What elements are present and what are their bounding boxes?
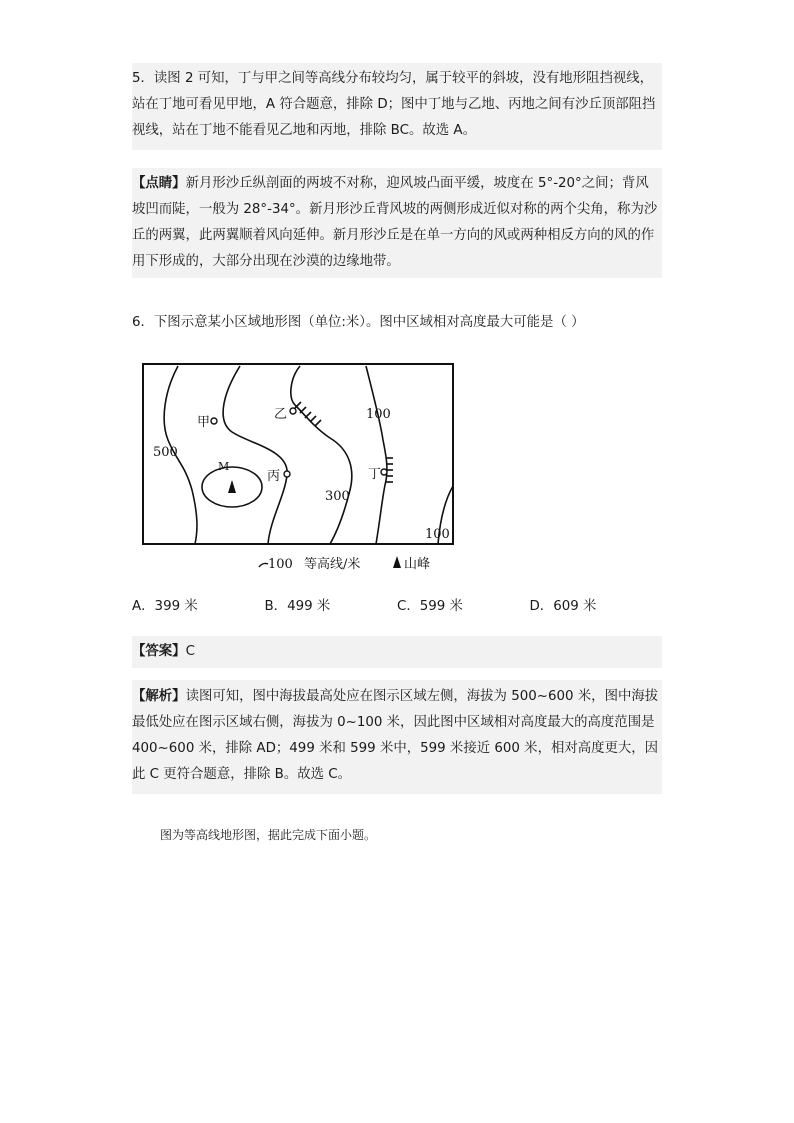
label-m: M [218,460,230,473]
contour-line-100 [366,366,387,544]
next-question-intro: 图为等高线地形图，据此完成下面小题。 [160,828,377,842]
point-bing [284,471,290,477]
q6-stem: 6．下图示意某小区域地形图（单位:米）。图中区域相对高度最大可能是（ ） [132,315,585,330]
contour-line-middle [223,366,287,544]
label-100-b: 100 [425,527,450,542]
q6-options [132,595,662,614]
analysis-label: 【解析】 [132,689,186,704]
q6-analysis [132,680,662,794]
option-b[interactable]: B．499 米 [264,599,331,614]
q6-answer [132,636,662,668]
q5-explanation [132,63,662,150]
contour-line-300 [291,366,352,544]
analysis-text: 读图可知，图中海拔最高处应在图示区域左侧，海拔为 500~600 米，图中海拔最低处应在图示区域右侧，海拔为 0~100 米，因此图中区域相对高度最大的高度范围是 400~600 米，排除 AD；499 米和 599 米中，599 米接近 600 米，相对高度更大，因此 C 更符合题意，排除 B。故选 C。 [132,689,659,782]
label-100-a: 100 [366,407,391,422]
dianjing-label: 【点睛】 [132,176,186,191]
legend [259,556,430,572]
map-frame [143,364,453,544]
point-yi [290,408,296,414]
option-c[interactable]: C．599 米 [397,599,463,614]
legend-peak-icon [393,556,401,568]
label-jia: 甲 [197,415,211,430]
label-300: 300 [325,489,350,504]
legend-contour-value: 100 [268,557,293,572]
legend-peak-text: 山峰 [404,557,431,572]
contour-map [140,360,458,582]
peak-icon [228,480,236,493]
legend-contour-text: 等高线/米 [304,557,361,572]
option-d[interactable]: D．609 米 [529,599,597,614]
hachure-yi [295,402,321,426]
dianjing-text: 新月形沙丘纵剖面的两坡不对称，迎风坡凸面平缓，坡度在 5°-20°之间；背风坡凹而陡，一般为 28°-34°。新月形沙丘背风坡的两侧形成近似对称的两个尖角，称为沙丘的两翼，此两翼顺着风向延伸。新月形沙丘是在单一方向的风或两种相反方向的风的作用下形成的，大部分出现在沙漠的边缘地带。 [132,176,658,269]
q5-text: 5．读图 2 可知，丁与甲之间等高线分布较均匀，属于较平的斜坡，没有地形阻挡视线，站在丁地可看见甲地，A 符合题意，排除 D；图中丁地与乙地、丙地之间有沙丘顶部阻挡视线，站在丁地不能看见乙地和丙地，排除 BC。故选 A。 [132,71,656,138]
point-jia [211,418,217,424]
label-ding: 丁 [368,467,382,482]
point-ding [381,469,387,475]
dianjing-section [132,168,662,278]
label-bing: 丙 [267,469,281,484]
label-yi: 乙 [274,407,288,422]
answer-value: C [185,644,195,659]
legend-contour-symbol [259,563,268,567]
option-a[interactable]: A．399 米 [132,599,198,614]
answer-label: 【答案】 [132,644,186,659]
label-500: 500 [153,445,178,460]
